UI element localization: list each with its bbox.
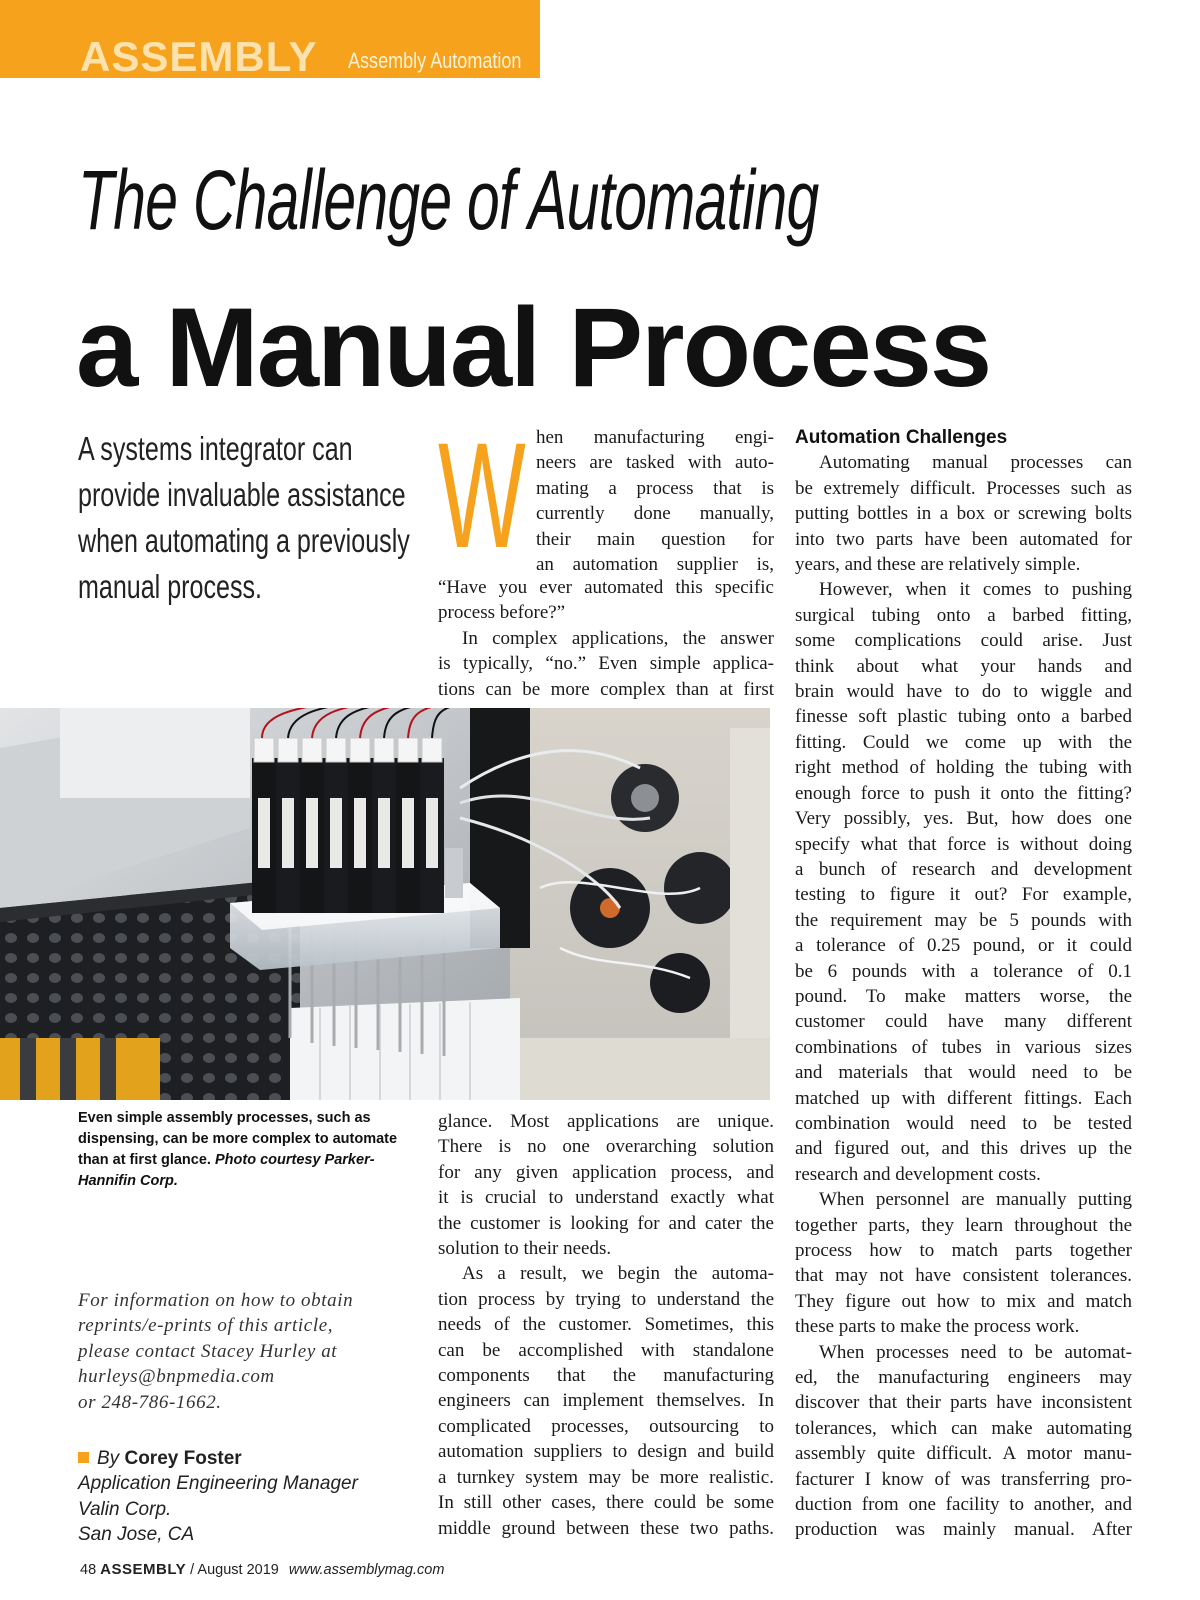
body-line: it is crucial to understand exactly what [438,1187,774,1209]
body-line: is typically, “no.” Even simple applica- [438,653,774,675]
column-3 [795,425,1132,1543]
body-line: solution to their needs. [438,1238,612,1260]
body-line: production was mainly manual. After [795,1519,1132,1541]
body-line: be extremely difficult. Processes such as [795,477,1132,499]
deck-line: A systems integrator can [78,430,353,467]
deck-line: manual process. [78,568,263,605]
body-line: that may not have consistent tolerances. [795,1265,1132,1287]
body-line: be 6 pounds with a tolerance of 0.1 [795,960,1132,982]
deck-line: when automating a previously [78,522,410,559]
body-line: think about what your hands and [795,655,1132,677]
body-line: Very possibly, yes. But, how does one [795,808,1132,830]
author-name: Corey Foster [124,1448,242,1469]
body-line: together parts, they learn throughout the [795,1214,1132,1236]
headline-line-2: a Manual Process [76,285,991,410]
body-line: There is no one overarching solution [438,1136,774,1158]
body-line: currently done manually, [536,503,774,525]
body-line: surgical tubing onto a barbed fitting, [795,604,1132,626]
section-title: ASSEMBLY [80,33,318,80]
body-line: As a result, we begin the automa- [462,1263,774,1285]
body-line: right method of holding the tubing with [795,757,1132,779]
body-line: process before?” [438,602,566,624]
bullet-square-icon [78,1452,89,1463]
article-deck [78,426,412,610]
body-line: tion process by trying to understand the [438,1288,774,1310]
column-2-bottom [438,1109,774,1541]
column-2-middle [438,575,774,702]
headline-line-1: The Challenge of Automating [78,153,819,247]
article-photo [0,708,770,1100]
byline [78,1446,418,1548]
body-line: enough force to push it onto the fitting? [795,782,1132,804]
body-line: facturer I know of was transferring pro- [795,1468,1132,1490]
deck-line: provide invaluable assistance [78,476,406,513]
caption-text: Even simple assembly processes, such as dispensing, can be more complex to automate than at first glance. [78,1110,398,1168]
body-line: specify what that force is without doing [795,833,1132,855]
page-folio [80,1560,444,1580]
body-line: these parts to make the process work. [795,1316,1080,1338]
folio-magazine: ASSEMBLY [100,1561,187,1578]
body-line: for any given application process, and [438,1161,774,1183]
reprint-note [78,1288,408,1415]
body-line: the customer is looking for and cater the [438,1212,774,1234]
folio-website[interactable]: www.assemblymag.com [288,1562,445,1578]
body-line: research and development costs. [795,1163,1041,1185]
body-line: and figured out, and this drives up the [795,1138,1132,1160]
body-line: hen manufacturing engi- [536,427,774,448]
page-number: 48 [80,1562,97,1578]
body-line: and materials that would need to be [795,1062,1132,1084]
body-line: needs of the customer. Sometimes, this [438,1314,774,1336]
body-line: discover that their parts have inconsistent [795,1392,1132,1414]
body-line: middle ground between these two paths. [438,1517,774,1539]
reprint-line: For information on how to obtain [78,1290,354,1311]
body-line: neers are tasked with auto- [536,452,774,474]
body-line: some complications could arise. Just [795,630,1132,652]
reprint-phone: or 248-786-1662. [78,1391,222,1413]
body-line: can be accomplished with standalone [438,1339,774,1361]
reprint-line: reprints/e-prints of this article, [78,1315,334,1337]
body-line: engineers can implement themselves. In [438,1390,774,1412]
body-line: Automating manual processes can [819,452,1132,474]
body-line: mating a process that is [536,477,774,499]
body-line: tolerances, which can make automating [795,1417,1132,1439]
body-line: ed, the manufacturing engineers may [795,1367,1132,1389]
reprint-line: please contact Stacey Hurley at [78,1340,338,1362]
body-line: their main question for [536,528,774,550]
column-2-top [536,425,774,577]
body-line: components that the manufacturing [438,1365,774,1387]
body-line: finesse soft plastic tubing onto a barbed [795,706,1132,728]
section-heading: Automation Challenges [795,427,1008,448]
body-line: testing to figure it out? For example, [795,884,1132,906]
body-line: automation suppliers to design and build [438,1441,774,1463]
photo-caption [78,1108,398,1192]
body-line: putting bottles in a box or screwing bolts [795,503,1132,525]
body-line: In complex applications, the answer [462,627,774,649]
body-line: glance. Most applications are unique. [438,1111,774,1132]
body-line: a tolerance of 0.25 pound, or it could [795,935,1132,957]
body-line: a bunch of research and development [795,858,1132,880]
body-line: an automation supplier is, [536,554,774,576]
body-line: pound. To make matters worse, the [795,985,1132,1007]
author-location: San Jose, CA [78,1524,195,1546]
section-subtitle: Assembly Automation [348,48,522,73]
body-line: tions can be more complex than at first [438,678,774,700]
drop-cap: W [438,411,526,579]
body-line: customer could have many different [795,1011,1132,1033]
body-line: into two parts have been automated for [795,528,1132,550]
body-line: fitting. Could we come up with the [795,731,1132,753]
author-company: Valin Corp. [78,1498,172,1520]
body-line: However, when it comes to pushing [819,579,1132,601]
body-line: combinations of tubes in various sizes [795,1036,1132,1058]
body-line: matched up with different fittings. Each [795,1087,1132,1109]
body-line: process how to match parts together [795,1240,1132,1261]
author-title: Application Engineering Manager [78,1473,358,1495]
body-line: the requirement may be 5 pounds with [795,909,1132,931]
folio-issue: / August 2019 [190,1562,279,1578]
body-line: assembly quite difficult. A motor manu- [795,1443,1132,1465]
body-line: When processes need to be automat- [819,1341,1132,1363]
body-line: duction from one facility to another, and [795,1494,1132,1516]
body-line: In still other cases, there could be some [438,1492,774,1514]
body-line: a turnkey system may be more realistic. [438,1466,774,1488]
body-line: years, and these are relatively simple. [795,554,1081,576]
reprint-email[interactable]: hurleys@bnpmedia.com [78,1366,275,1388]
body-line: combination would need to be tested [795,1112,1132,1134]
body-line: When personnel are manually putting [819,1189,1132,1211]
byline-by: By [97,1448,120,1469]
body-line: They figure out how to mix and match [795,1290,1132,1312]
body-line: “Have you ever automated this specific [438,577,774,598]
body-line: brain would have to do to wiggle and [795,681,1132,703]
caption-credit: Photo courtesy Parker-Hannifin Corp. [78,1152,375,1189]
body-line: complicated processes, outsourcing to [438,1415,774,1437]
